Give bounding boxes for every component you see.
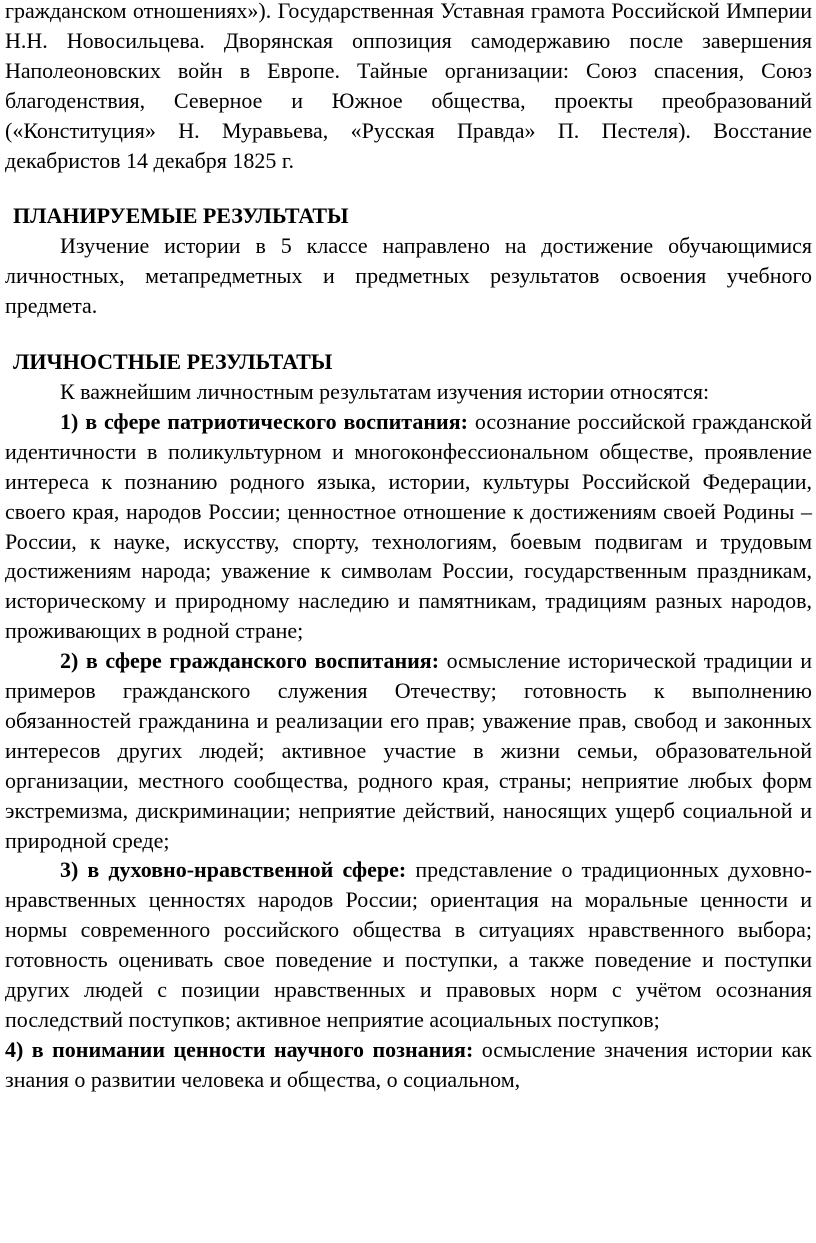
list-item-civic-education: [5, 646, 812, 855]
item-text-scientific: осмысление значения истории как знания о развитии человека и общества, о социальном,: [5, 1036, 812, 1092]
item-title-spiritual: 3) в духовно-нравственной сфере:: [60, 857, 407, 883]
item-text-patriotic: осознание российской гражданской идентичности в поликультурном и многоконфессиональном обществе, проявление интереса к познанию родного языка, истории, культуры Российской Федерации, своего края, народов России; ценностное отношение к достижениям своей Родины – России, к науке, искусству, спорту, технологиям, боевым подвигам и трудовым достижениям народа; уважение к символам России, государственным праздникам, историческому и природному наследию и памятникам, традициям разных народов, проживающих в родной стране;: [5, 408, 812, 644]
item-title-scientific: 4) в понимании ценности научного познания:: [5, 1036, 474, 1062]
list-item-spiritual-moral: [5, 855, 812, 1034]
list-item-scientific-knowledge: [5, 1035, 812, 1095]
list-item-patriotic-education: [5, 407, 812, 646]
paragraph-history-topics: гражданском отношениях»). Государственная Уставная грамота Российской Империи Н.Н. Новосильцева. Дворянская оппозиция самодержавию после завершения Наполеоновских войн в Европе. Тайные организации: Союз спасения, Союз благоденствия, Северное и Южное общества, проекты преобразований («Конституция» Н. Муравьева, «Русская Правда» П. Пестеля). Восстание декабристов 14 декабря 1825 г.: [5, 0, 812, 173]
item-text-civic: осмысление исторической традиции и примеров гражданского служения Отечеству; готовность к выполнению обязанностей гражданина и реализации его прав; уважение прав, свобод и законных интересов других людей; активное участие в жизни семьи, образовательной организации, местного сообщества, родного края, страны; неприятие любых форм экстремизма, дискриминации; неприятие действий, наносящих ущерб социальной и природной среде;: [5, 648, 813, 853]
paragraph-planned-results: Изучение истории в 5 классе направлено на достижение обучающимися личностных, метапредметных и предметных результатов освоения учебного предмета.: [5, 233, 812, 319]
heading-planned-results: ПЛАНИРУЕМЫЕ РЕЗУЛЬТАТЫ: [13, 203, 349, 229]
item-text-spiritual: представление о традиционных духовно-нравственных ценностях народов России; ориентация на моральные ценности и нормы современного российского общества в ситуациях нравственного выбора; готовность оценивать свое поведение и поступки, а также поведение и поступки других людей с позиции нравственных и правовых норм с учётом осознания последствий поступков; активное неприятие асоциальных поступков;: [5, 857, 812, 1032]
item-title-patriotic: 1) в сфере патриотического воспитания:: [60, 408, 468, 434]
heading-personal-results: ЛИЧНОСТНЫЕ РЕЗУЛЬТАТЫ: [13, 349, 333, 375]
paragraph-personal-intro: К важнейшим личностным результатам изучения истории относятся:: [60, 378, 710, 404]
item-title-civic: 2) в сфере гражданского воспитания:: [60, 648, 440, 674]
